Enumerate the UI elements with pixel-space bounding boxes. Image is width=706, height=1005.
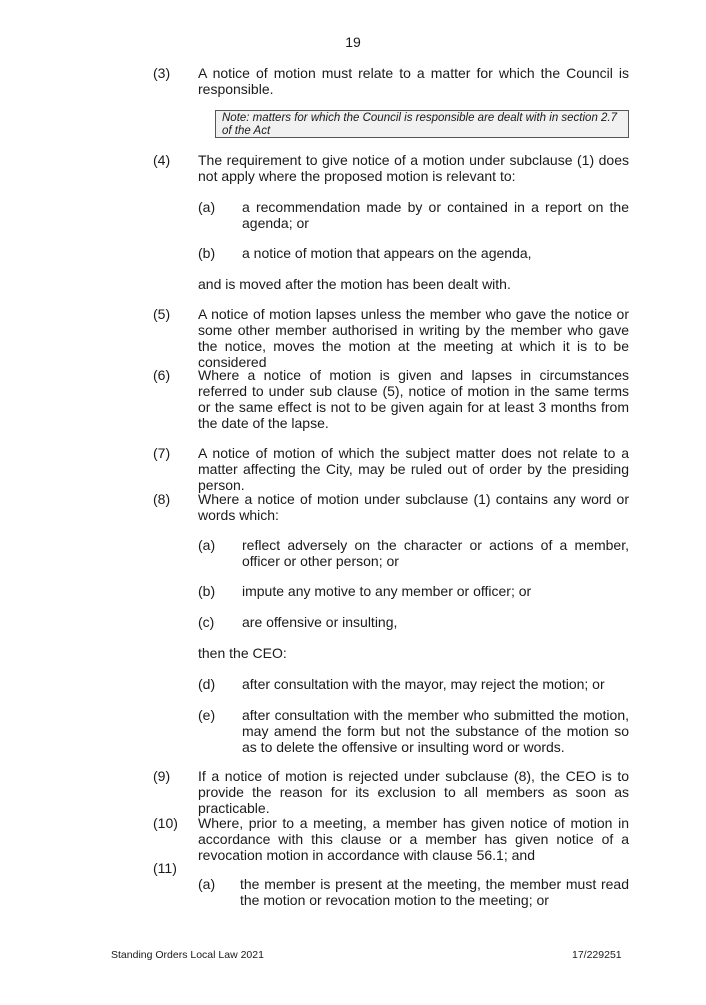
clause-4-text: The requirement to give notice of a motion under subclause (1) does not apply where the proposed motion is relevant to: bbox=[198, 152, 629, 184]
clause-3-text: A notice of motion must relate to a matter for which the Council is responsible. bbox=[198, 65, 629, 97]
clause-8-item-e-text: after consultation with the member who submitted the motion, may amend the form but not the substance of the motion so as to delete the offensive or insulting word or words. bbox=[242, 707, 629, 755]
clause-8-text: Where a notice of motion under subclause (1) contains any word or words which: bbox=[198, 491, 629, 523]
clause-8-item-b-text: impute any motive to any member or officer; or bbox=[242, 583, 532, 599]
clause-8-item-c-label: (c) bbox=[198, 614, 215, 630]
clause-8-middle: then the CEO: bbox=[198, 645, 287, 661]
clause-4-item-a-text: a recommendation made by or contained in a report on the agenda; or bbox=[242, 199, 629, 231]
page-number: 19 bbox=[345, 34, 361, 50]
clause-4-tail: and is moved after the motion has been dealt with. bbox=[198, 276, 511, 292]
clause-7-text: A notice of motion of which the subject matter does not relate to a matter affecting the City, may be ruled out of order by the presiding person. bbox=[198, 445, 629, 493]
clause-3-number: (3) bbox=[153, 65, 171, 81]
clause-5-text: A notice of motion lapses unless the member who gave the notice or some other member authorised in writing by the member who gave the notice, moves the motion at the meeting at which it is to be considered bbox=[198, 306, 629, 370]
clause-7-number: (7) bbox=[153, 445, 171, 461]
clause-10-text: Where, prior to a meeting, a member has given notice of motion in accordance with this clause or a member has given notice of a revocation motion in accordance with clause 56.1; and bbox=[198, 815, 629, 863]
footer-reference: 17/229251 bbox=[572, 949, 622, 961]
clause-9-text: If a notice of motion is rejected under subclause (8), the CEO is to provide the reason for its exclusion to all members as soon as practicable. bbox=[198, 768, 629, 816]
clause-10-number: (10) bbox=[153, 815, 178, 831]
clause-8-item-a-text: reflect adversely on the character or actions of a member, officer or other person; or bbox=[242, 537, 629, 569]
clause-8-number: (8) bbox=[153, 491, 171, 507]
clause-11-number: (11) bbox=[153, 860, 177, 876]
clause-8-item-a-label: (a) bbox=[198, 537, 216, 553]
clause-4-item-b-text: a notice of motion that appears on the agenda, bbox=[242, 245, 532, 261]
clause-6-text: Where a notice of motion is given and lapses in circumstances referred to under sub clause (5), notice of motion in the same terms or the same effect is not to be given again for at least 3 months from the date of the lapse. bbox=[198, 367, 629, 431]
clause-11-item-a-text: the member is present at the meeting, the member must read the motion or revocation motion to the meeting; or bbox=[240, 876, 629, 908]
clause-3-note: Note: matters for which the Council is responsible are dealt with in section 2.7 of the Act bbox=[215, 110, 629, 138]
clause-8-item-c-text: are offensive or insulting, bbox=[242, 614, 398, 630]
clause-6-number: (6) bbox=[153, 367, 171, 383]
clause-8-item-d-text: after consultation with the mayor, may reject the motion; or bbox=[242, 676, 605, 692]
clause-11-item-a-label: (a) bbox=[198, 876, 216, 892]
clause-8-item-d-label: (d) bbox=[198, 676, 216, 692]
clause-4-number: (4) bbox=[153, 152, 171, 168]
clause-8-item-b-label: (b) bbox=[198, 583, 216, 599]
clause-5-number: (5) bbox=[153, 306, 171, 322]
footer-title: Standing Orders Local Law 2021 bbox=[111, 949, 264, 961]
clause-8-item-e-label: (e) bbox=[198, 707, 216, 723]
clause-9-number: (9) bbox=[153, 768, 171, 784]
clause-4-item-a-label: (a) bbox=[198, 199, 216, 215]
clause-4-item-b-label: (b) bbox=[198, 245, 216, 261]
